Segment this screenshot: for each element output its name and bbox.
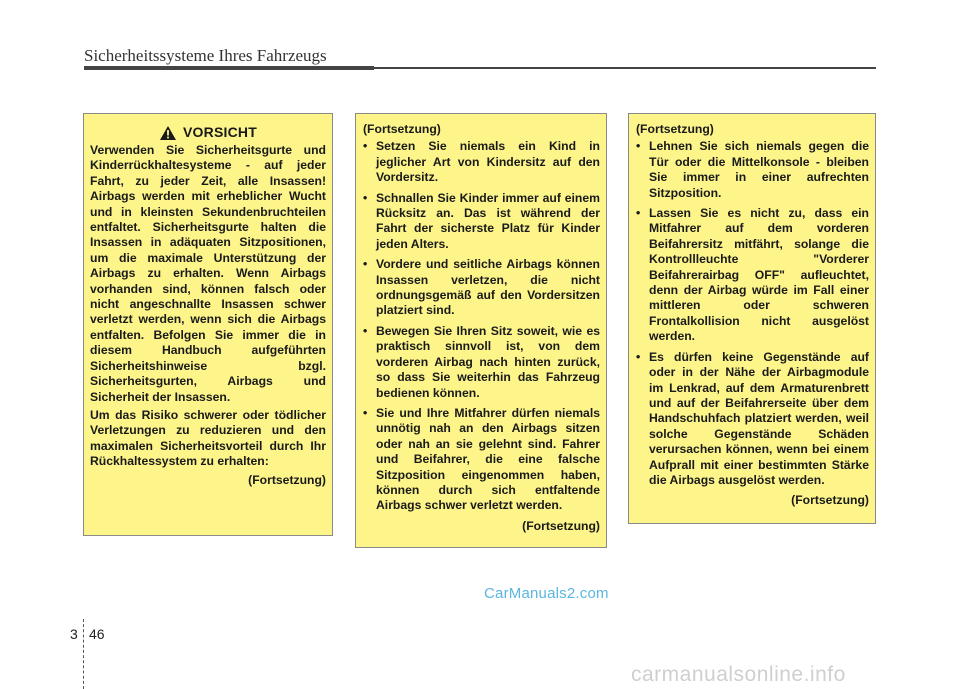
list-item-text: Sie und Ihre Mitfahrer dürfen niemals unnötig nah an den Airbags sitzen oder nah an sie gelehnt sind. Fahrer und Beifahrer, die eine falsche Sitzposition eingenommen haben, können durch sich entfaltende Airbags schwer verletzt werden. xyxy=(376,405,600,513)
continued-label: (Fortsetzung) xyxy=(248,472,326,487)
site-watermark: carmanualsonline.info xyxy=(631,663,846,686)
list-item-text: Schnallen Sie Kinder immer auf einem Rücksitz an. Das ist während der Fahrt der sicherste Platz für Kinder jeden Alters. xyxy=(376,190,600,251)
bullet: • xyxy=(363,323,368,338)
bullet: • xyxy=(636,139,641,154)
header-rule-thick xyxy=(84,66,374,70)
list-item xyxy=(363,257,600,319)
list-item xyxy=(363,406,600,514)
bullet: • xyxy=(363,139,368,154)
list-item-text: Es dürfen keine Gegenstände auf oder in der Nähe der Airbagmodule im Lenkrad, auf dem Armaturenbrett und auf der Beifahrerseite über dem Handschuhfach platziert werden, weil solche Gegenstände Schäden verursachen können, wenn bei einem Aufprall mit einer bestimmten Stärke die Airbags ausgelöst werden. xyxy=(649,349,869,487)
list-item xyxy=(363,139,600,185)
bullet: • xyxy=(363,190,368,205)
list-item xyxy=(363,191,600,253)
list-item-text: Lehnen Sie sich niemals gegen die Tür oder die Mittelkonsole - bleiben Sie immer in einer aufrechten Sitzposition. xyxy=(649,139,869,200)
page-header-title: Sicherheitssysteme Ihres Fahrzeugs xyxy=(84,46,327,65)
caution-paragraph-1: Verwenden Sie Sicherheitsgurte und Kinderrückhaltesysteme - auf jeder Fahrt, zu jeder Zeit, alle Insassen! Airbags werden mit erheblicher Wucht und in kleinsten Sekundenbruchteilen entfaltet. Sicherheitsgurte halten die Insassen in adäquaten Sitzpositionen, um die maximale Unterstützung der Airbags zu erhalten. Wenn Airbags vorhanden sind, können falsch oder nicht angeschnallte Insassen schwer verletzt werden, wenn sich die Airbags entfalten. Befolgen Sie immer die in diesem Handbuch aufgeführten Sicherheitshinweise bzgl. Sicherheitsgurten, Airbags und Sicherheit der Insassen. xyxy=(90,143,326,404)
warning-list xyxy=(636,139,869,488)
bullet: • xyxy=(636,206,641,221)
list-item xyxy=(636,206,869,345)
list-item-text: Vordere und seitliche Airbags können Insassen verletzen, die nicht ordnungsgemäß auf den Vordersitzen platziert sind. xyxy=(376,257,600,318)
page-number: 46 xyxy=(89,626,105,642)
continued-bottom-label: (Fortsetzung) xyxy=(791,493,869,508)
chapter-number: 3 xyxy=(70,626,78,642)
warning-box-3 xyxy=(628,113,876,524)
list-item xyxy=(636,139,869,201)
list-item-text: Lassen Sie es nicht zu, dass ein Mitfahrer auf dem vorderen Beifahrersitz mitfährt, solange die Kontrollleuchte "Vorderer Beifahrerairbag OFF" aufleuchtet, denn der Airbag würde im Fall einer mittleren oder schweren Frontalkollision nicht ausgelöst werden. xyxy=(649,206,869,344)
warning-triangle-icon xyxy=(159,125,177,141)
caution-paragraph-2: Um das Risiko schwerer oder tödlicher Verletzungen zu reduzieren und den maximalen Sicherheitsvorteil durch Ihr Rückhaltessystem zu erhalten: xyxy=(90,407,326,469)
list-item xyxy=(363,324,600,401)
bullet: • xyxy=(363,405,368,420)
carmanuals-watermark: CarManuals2.com xyxy=(484,585,609,602)
bullet: • xyxy=(636,349,641,364)
warning-list xyxy=(363,139,600,513)
bullet: • xyxy=(363,257,368,272)
caution-header xyxy=(90,125,326,141)
continued-bottom-label: (Fortsetzung) xyxy=(522,518,600,533)
list-item-text: Setzen Sie niemals ein Kind in jeglicher Art von Kindersitz auf den Vordersitz. xyxy=(376,139,600,185)
header-rule-thin xyxy=(374,67,876,69)
page-number-divider xyxy=(83,619,85,689)
caution-title: VORSICHT xyxy=(183,124,257,141)
continued-top-label: (Fortsetzung) xyxy=(363,122,441,136)
list-item-text: Bewegen Sie Ihren Sitz soweit, wie es praktisch sinnvoll ist, von dem vorderen Airbag nach hinten zurück, so dass Sie weiterhin das Fahrzeug bedienen können. xyxy=(376,323,600,400)
continued-top-label: (Fortsetzung) xyxy=(636,122,714,136)
warning-box-2 xyxy=(355,113,607,548)
list-item xyxy=(636,350,869,489)
caution-box xyxy=(83,113,333,536)
